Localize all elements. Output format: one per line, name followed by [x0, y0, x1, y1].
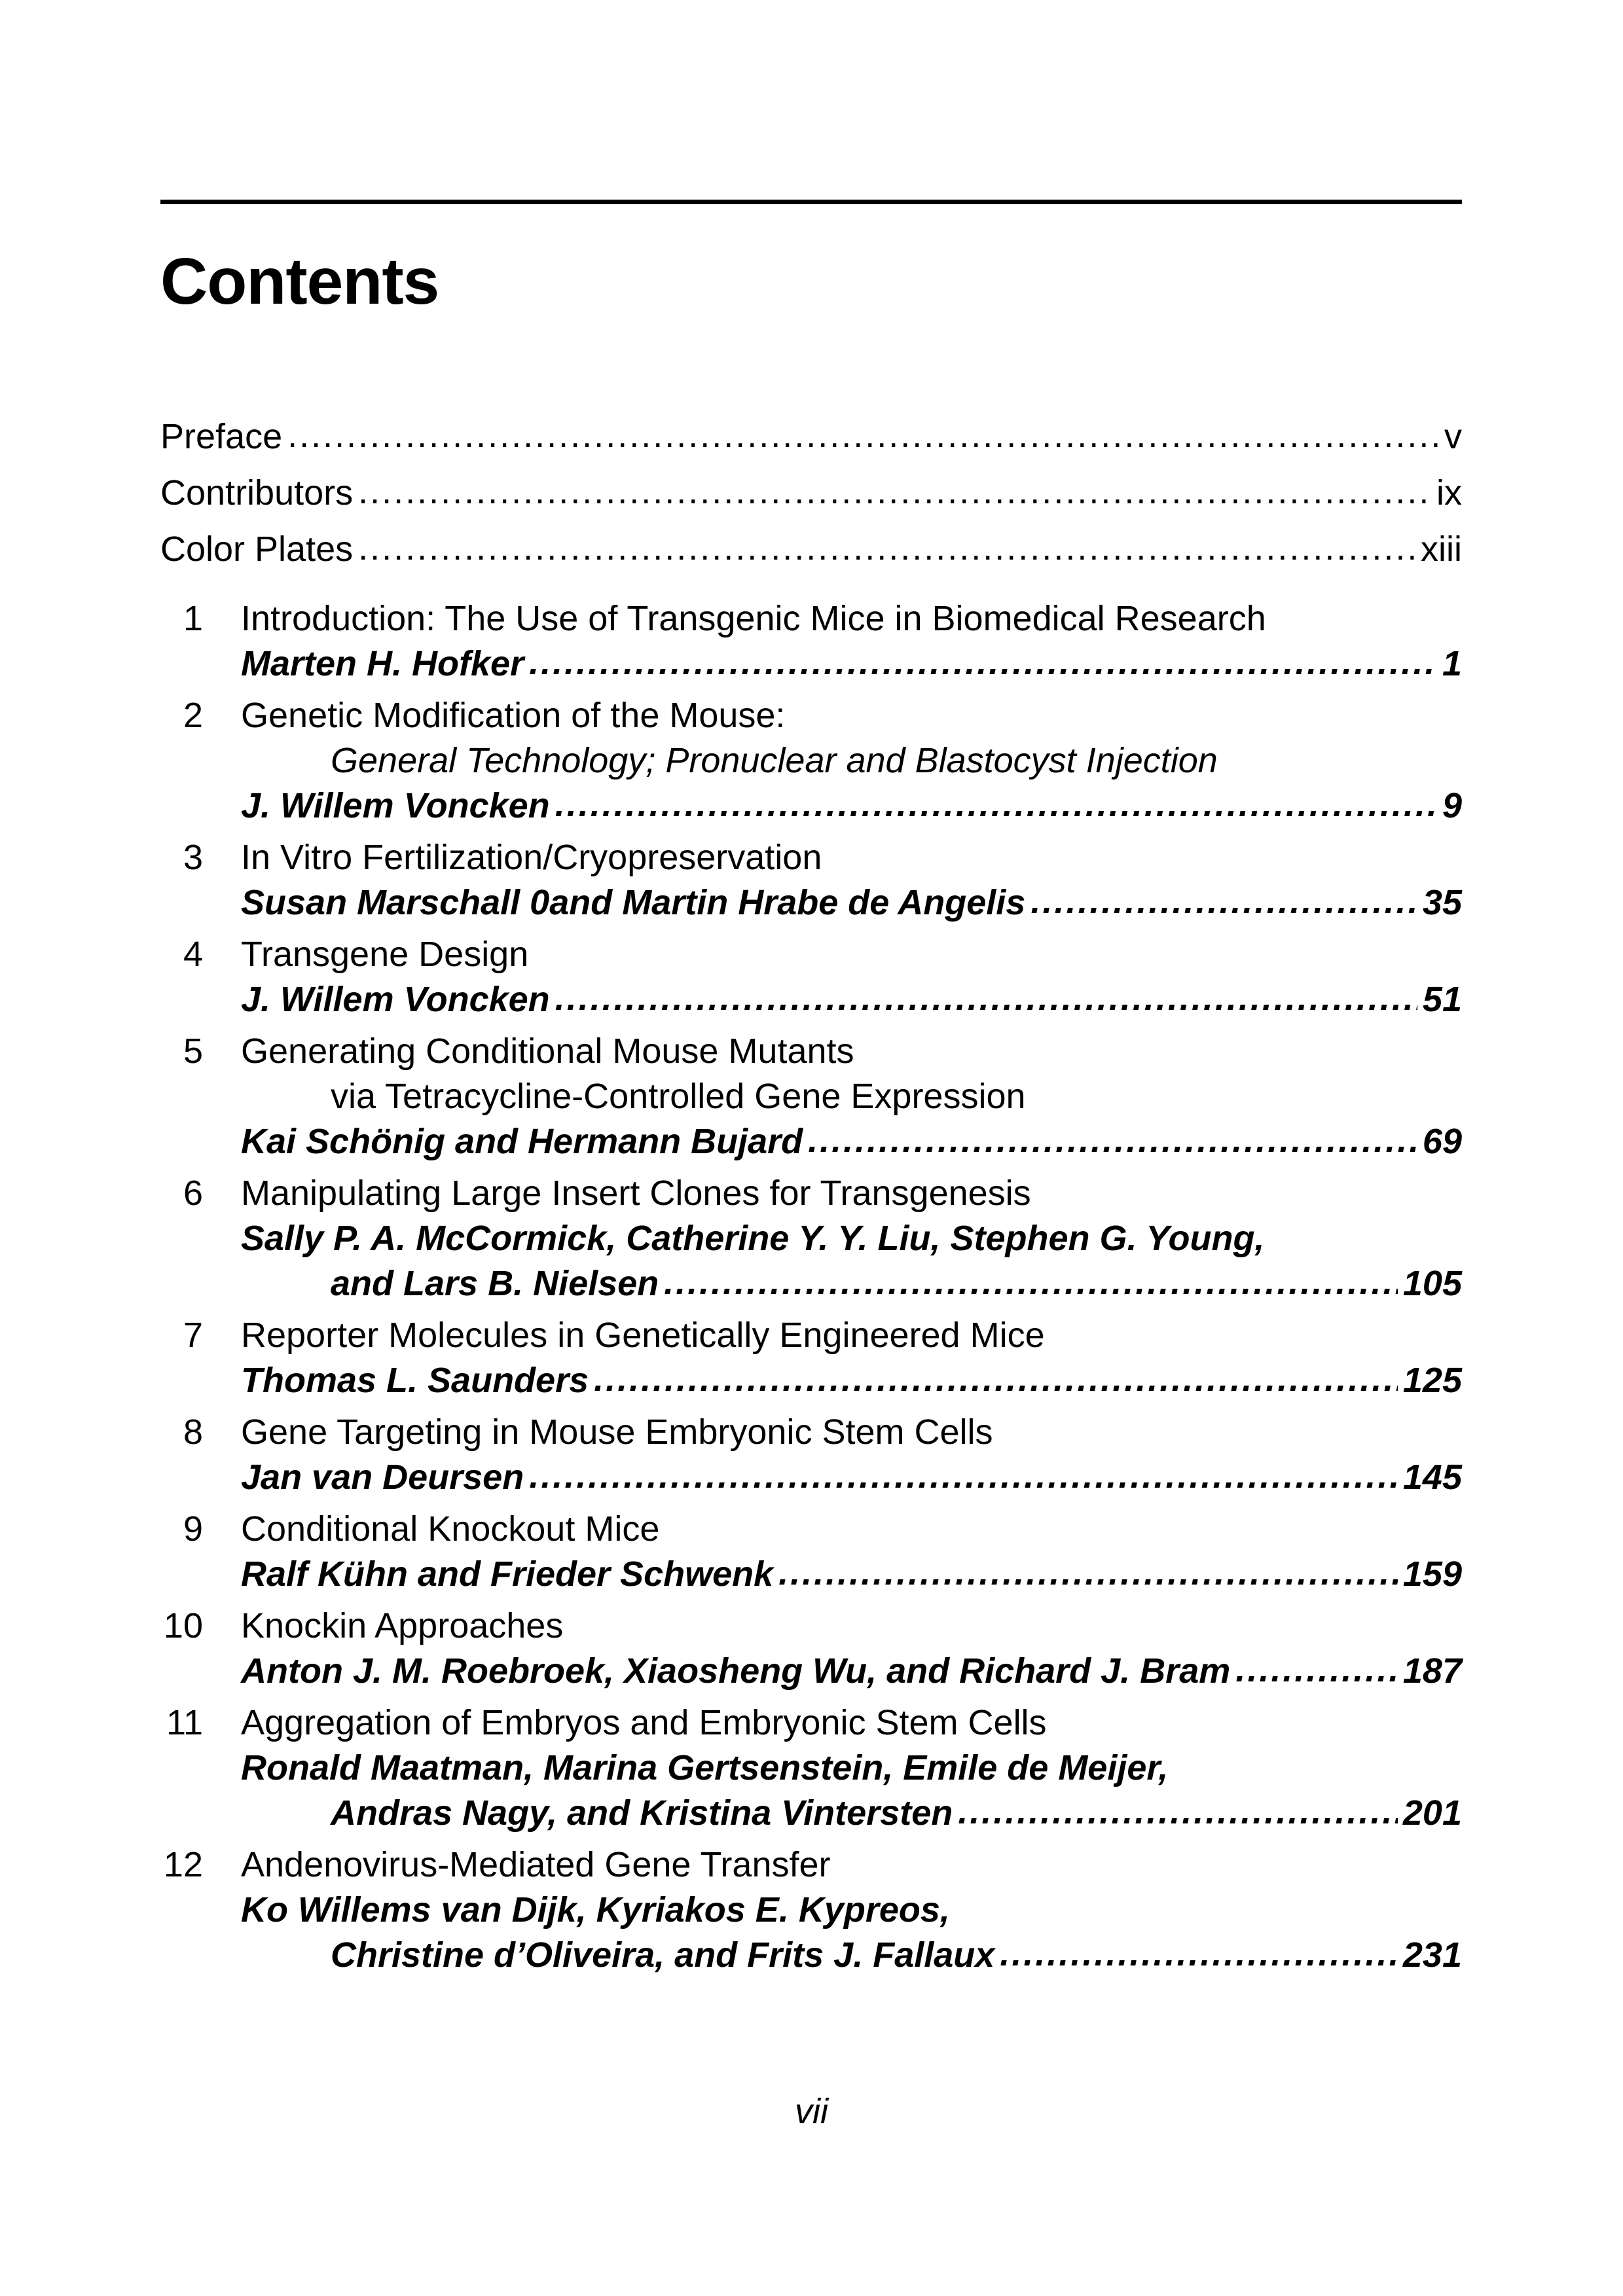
chapter-authors: Ko Willems van Dijk, Kyriakos E. Kypreos,	[241, 1890, 950, 1929]
chapter-number: 8	[183, 1412, 203, 1452]
leader-dots	[594, 1361, 1398, 1397]
top-rule	[160, 200, 1462, 204]
chapter-number: 5	[183, 1031, 203, 1071]
chapter-number: 12	[163, 1845, 203, 1884]
toc-chapter-8[interactable]	[160, 1414, 1462, 1505]
chapter-title: Transgene Design	[241, 935, 529, 974]
entry-label: Preface	[160, 417, 283, 456]
leader-dots	[1030, 884, 1417, 919]
chapter-authors: Thomas L. Saunders	[241, 1361, 589, 1400]
leader-dots	[808, 1122, 1417, 1158]
chapter-page: 231	[1402, 1935, 1462, 1975]
entry-page: v	[1444, 417, 1462, 456]
chapter-title: Genetic Modification of the Mouse:	[241, 696, 786, 735]
chapter-number: 3	[183, 838, 203, 877]
leader-dots	[358, 530, 1415, 565]
chapter-title: Generating Conditional Mouse Mutants	[241, 1031, 854, 1071]
chapter-page: 9	[1442, 786, 1462, 825]
chapter-page: 1	[1442, 644, 1462, 683]
chapter-title: In Vitro Fertilization/Cryopreservation	[241, 838, 822, 877]
chapter-authors: J. Willem Voncken	[241, 980, 550, 1019]
chapter-number: 7	[183, 1316, 203, 1355]
chapter-number: 9	[183, 1509, 203, 1549]
chapter-page: 105	[1402, 1264, 1462, 1303]
chapter-authors-continued: and Lars B. Nielsen	[331, 1264, 659, 1303]
chapter-authors: Ronald Maatman, Marina Gertsenstein, Emile de Meijer,	[241, 1748, 1169, 1787]
leader-dots	[358, 474, 1431, 509]
toc-entry-color-plates[interactable]	[160, 531, 1462, 588]
toc-chapter-7[interactable]	[160, 1318, 1462, 1408]
chapter-authors: Sally P. A. McCormick, Catherine Y. Y. Liu, Stephen G. Young,	[241, 1219, 1265, 1258]
leader-dots	[778, 1555, 1398, 1590]
leader-dots	[287, 418, 1439, 453]
page-title: Contents	[160, 245, 439, 318]
chapter-title: Gene Targeting in Mouse Embryonic Stem Cells	[241, 1412, 993, 1452]
chapter-authors-continued: Christine d’Oliveira, and Frits J. Fallaux	[331, 1935, 995, 1975]
chapter-number: 11	[166, 1703, 203, 1742]
chapter-authors: J. Willem Voncken	[241, 786, 550, 825]
toc-chapter-1[interactable]	[160, 601, 1462, 691]
chapter-number: 6	[183, 1174, 203, 1213]
toc-entry-preface[interactable]	[160, 419, 1462, 475]
chapter-page: 145	[1402, 1458, 1462, 1497]
toc-chapter-2[interactable]	[160, 698, 1462, 833]
entry-label: Color Plates	[160, 529, 354, 569]
toc-chapter-10[interactable]	[160, 1608, 1462, 1698]
chapter-authors: Jan van Deursen	[241, 1458, 524, 1497]
chapter-authors: Marten H. Hofker	[241, 644, 524, 683]
chapter-subtitle: General Technology; Pronuclear and Blastocyst Injection	[331, 741, 1218, 780]
entry-page: xiii	[1421, 529, 1462, 569]
chapter-page: 159	[1402, 1554, 1462, 1594]
leader-dots	[1000, 1936, 1398, 1971]
leader-dots	[529, 645, 1437, 680]
chapter-number: 10	[163, 1606, 203, 1645]
toc-entry-contributors[interactable]	[160, 475, 1462, 531]
chapter-authors: Susan Marschall 0and Martin Hrabe de Angelis	[241, 883, 1026, 922]
chapter-authors: Ralf Kühn and Frieder Schwenk	[241, 1554, 774, 1594]
chapter-title: Aggregation of Embryos and Embryonic Stem Cells	[241, 1703, 1047, 1742]
toc-chapter-4[interactable]	[160, 937, 1462, 1027]
page-number: vii	[795, 2092, 828, 2131]
entry-page: ix	[1436, 473, 1462, 512]
leader-dots	[529, 1458, 1398, 1494]
leader-dots	[958, 1794, 1398, 1829]
leader-dots	[555, 980, 1417, 1016]
toc-chapter-9[interactable]	[160, 1511, 1462, 1602]
chapter-title: Andenovirus-Mediated Gene Transfer	[241, 1845, 831, 1884]
chapter-title: Knockin Approaches	[241, 1606, 564, 1645]
chapter-authors: Kai Schönig and Hermann Bujard	[241, 1122, 803, 1161]
chapter-title: Introduction: The Use of Transgenic Mice in Biomedical Research	[241, 599, 1266, 638]
chapter-page: 51	[1422, 980, 1462, 1019]
chapter-title: Manipulating Large Insert Clones for Transgenesis	[241, 1174, 1031, 1213]
toc-chapter-12[interactable]	[160, 1847, 1462, 1982]
chapter-title: Conditional Knockout Mice	[241, 1509, 660, 1549]
toc-chapter-5[interactable]	[160, 1033, 1462, 1169]
chapter-authors: Anton J. M. Roebroek, Xiaosheng Wu, and Richard J. Bram	[241, 1651, 1231, 1691]
toc-chapter-3[interactable]	[160, 840, 1462, 930]
chapter-authors-continued: Andras Nagy, and Kristina Vintersten	[331, 1793, 953, 1833]
chapter-page: 125	[1402, 1361, 1462, 1400]
chapter-number: 1	[183, 599, 203, 638]
leader-dots	[664, 1265, 1398, 1300]
chapter-page: 35	[1422, 883, 1462, 922]
chapter-page: 187	[1402, 1651, 1462, 1691]
chapter-page: 201	[1402, 1793, 1462, 1833]
chapter-title: Reporter Molecules in Genetically Engineered Mice	[241, 1316, 1045, 1355]
chapter-number: 2	[183, 696, 203, 735]
entry-label: Contributors	[160, 473, 354, 512]
leader-dots	[555, 787, 1437, 822]
toc-chapter-11[interactable]	[160, 1705, 1462, 1840]
chapter-title-continued: via Tetracycline-Controlled Gene Expression	[331, 1077, 1026, 1116]
toc-chapter-6[interactable]	[160, 1175, 1462, 1311]
chapter-page: 69	[1422, 1122, 1462, 1161]
table-of-contents	[160, 419, 1462, 1989]
chapter-number: 4	[183, 935, 203, 974]
leader-dots	[1235, 1652, 1398, 1687]
